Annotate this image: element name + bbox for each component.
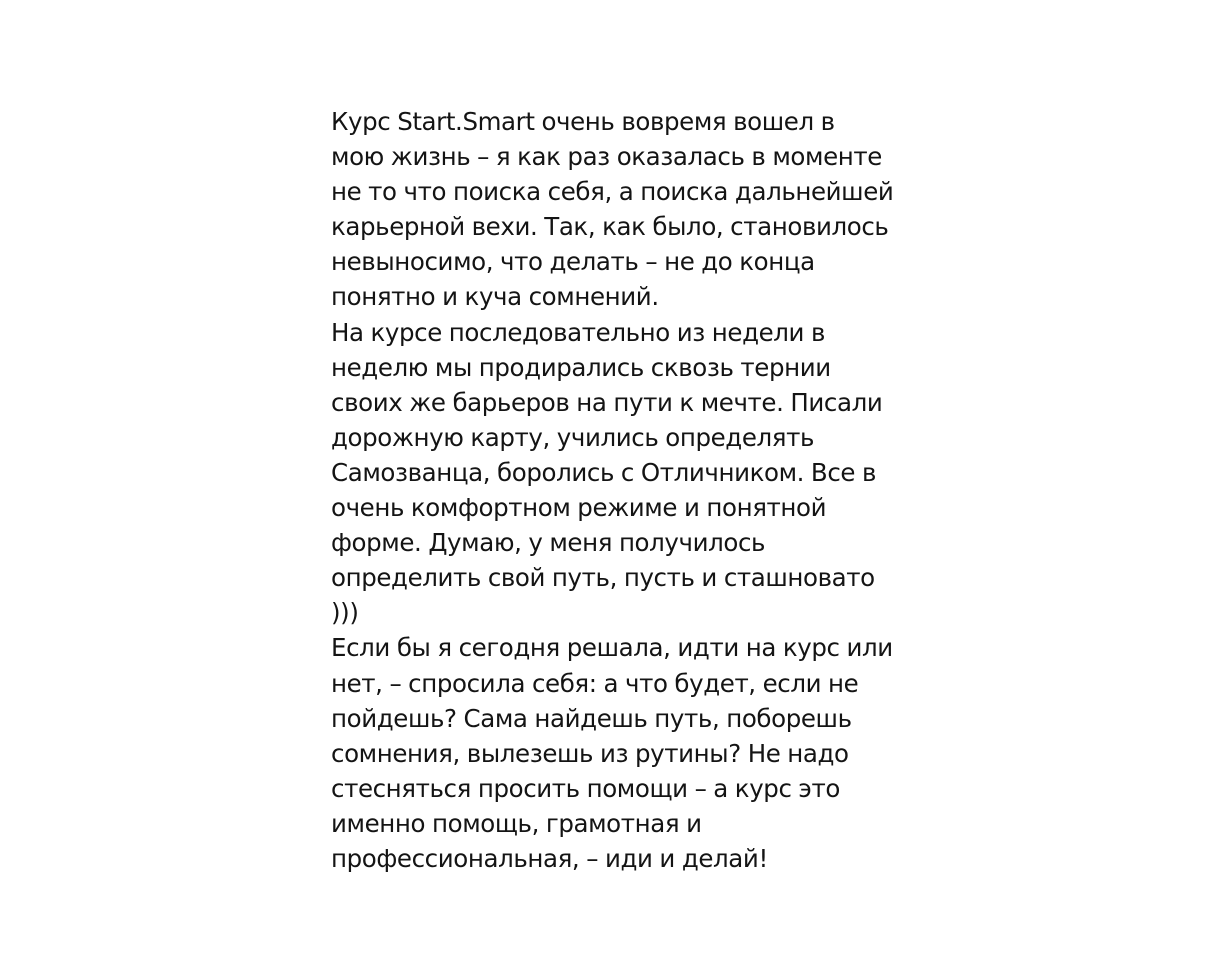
text-line: понятно и куча сомнений. [331, 282, 659, 312]
text-line: мою жизнь – я как раз оказалась в моменте [331, 142, 882, 172]
text-line: Если бы я сегодня решала, идти на курс или [331, 633, 893, 663]
text-line: дорожную карту, учились определять [331, 422, 815, 452]
text-line: На курсе последовательно из недели в [331, 317, 825, 347]
text-line: очень комфортном режиме и понятной [331, 493, 827, 523]
text-line: определить свой путь, пусть и сташновато [331, 563, 875, 593]
text-line: нет, – спросила себя: а что будет, если не [331, 668, 859, 698]
text-line: стесняться просить помощи – а курс это [331, 773, 840, 803]
text-line: профессиональная, – иди и делай! [331, 843, 768, 873]
text-line: не то что поиска себя, а поиска дальнейшей [331, 177, 894, 207]
text-line: невыносимо, что делать – не до конца [331, 247, 815, 277]
text-line: пойдешь? Сама найдешь путь, поборешь [331, 703, 852, 733]
text-line: ))) [331, 598, 359, 628]
text-line: именно помощь, грамотная и [331, 808, 702, 838]
text-line: своих же барьеров на пути к мечте. Писали [331, 387, 883, 417]
testimonial-text [331, 104, 901, 876]
text-line: неделю мы продирались сквозь тернии [331, 352, 831, 382]
text-line: карьерной вехи. Так, как было, становилось [331, 212, 889, 242]
text-line: сомнения, вылезешь из рутины? Не надо [331, 738, 849, 768]
text-line: Самозванца, боролись с Отличником. Все в [331, 457, 877, 487]
text-line: форме. Думаю, у меня получилось [331, 528, 766, 558]
text-line: Курс Start.Smart очень вовремя вошел в [331, 107, 835, 136]
